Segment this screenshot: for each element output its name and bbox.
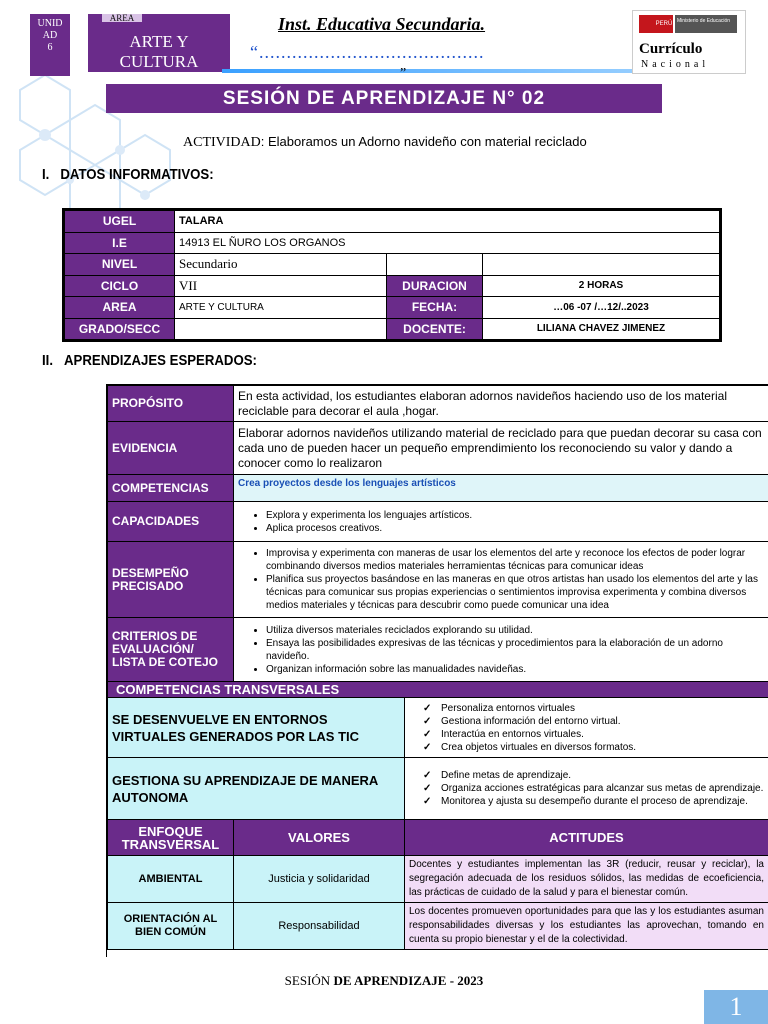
empty-cell	[483, 254, 720, 276]
table-row	[108, 422, 768, 475]
gestiona-competency-label: GESTIONA SU APRENDIZAJE DE MANERA AUTONOMA	[108, 758, 405, 820]
enfoque-actitud: Docentes y estudiantes implementan las 3R (reducir, reusar y reciclar), la segregación adecuada de los residuos sólidos, las medidas de ecoeficiencia, las prácticas de cuidado de la salud y para el bienestar común.	[405, 856, 768, 903]
competencias-text: Crea proyectos desde los lenguajes artísticos	[234, 475, 768, 502]
institution-title: Inst. Educativa Secundaria.	[278, 14, 486, 34]
actitudes-header: ACTITUDES	[405, 820, 768, 856]
table-row	[65, 211, 720, 233]
capacidades-cell	[234, 502, 768, 542]
table-row	[108, 758, 768, 820]
table-row	[108, 682, 768, 698]
docente-value: LILIANA CHAVEZ JIMENEZ	[483, 318, 720, 340]
table-row	[108, 856, 768, 903]
check-item: ✓ Monitorea y ajusta su desempeño durante el proceso de aprendizaje.	[423, 795, 764, 808]
enfoque-header: ENFOQUE TRANSVERSAL	[108, 820, 234, 856]
table-row	[108, 386, 768, 422]
table-row	[108, 542, 768, 618]
grado-label: GRADO/SECC	[65, 318, 175, 340]
fecha-value: …06 -07 /…12/..2023	[483, 297, 720, 319]
proposito-text: En esta actividad, los estudiantes elaboran adornos navideños haciendo uso de los material reciclable para decorar el aula ,hogar.	[234, 386, 768, 422]
activity-text: : Elaboramos un Adorno navideño con material reciclado	[260, 134, 587, 149]
check-item: ✓ Organiza acciones estratégicas para alcanzar sus metas de aprendizaje.	[423, 782, 764, 795]
logo-peru-label: PERÚ	[655, 15, 673, 33]
ie-label: I.E	[65, 232, 175, 254]
unit-badge	[30, 14, 70, 76]
area-value: ARTE Y CULTURA	[175, 297, 387, 319]
datos-informativos-table	[62, 208, 722, 342]
nivel-value: Secundario	[175, 254, 387, 276]
ugel-value: TALARA	[175, 211, 720, 233]
duracion-label: DURACION	[387, 275, 483, 297]
criterios-cell	[234, 618, 768, 682]
check-item: ✓ Crea objetos virtuales en diversos formatos.	[423, 741, 764, 754]
area-badge	[88, 14, 230, 72]
section-1-heading	[42, 166, 214, 183]
enfoque-name: AMBIENTAL	[108, 856, 234, 903]
area-name	[88, 32, 230, 72]
competencias-label: COMPETENCIAS	[108, 475, 234, 502]
capacidades-label: CAPACIDADES	[108, 502, 234, 542]
list-item: • Improvisa y experimenta con maneras de usar los elementos del arte y reconoce los efectos de poder lograr combinando diversos medios materiales herramientas técnicas para comunicar ideas	[266, 547, 764, 573]
section-number: I.	[42, 166, 50, 183]
curriculo-nacional-logo	[632, 10, 746, 74]
footer-bold: DE APRENDIZAJE - 2023	[333, 973, 484, 988]
proposito-label: PROPÓSITO	[108, 386, 234, 422]
footer-prefix: SESIÓN	[284, 973, 334, 988]
logo-title: Currículo	[639, 41, 703, 57]
section-2-heading	[42, 352, 257, 369]
area-label: AREA	[65, 297, 175, 319]
quote-placeholder: “.........................................	[250, 42, 485, 62]
area-line: CULTURA	[119, 52, 199, 71]
grado-value	[175, 318, 387, 340]
unit-line: UNID	[37, 18, 63, 29]
section-number: II.	[42, 352, 54, 369]
ciclo-label: CICLO	[65, 275, 175, 297]
activity-line	[183, 134, 587, 151]
table-row	[108, 903, 768, 950]
aprendizajes-table	[106, 384, 768, 957]
table-row	[108, 820, 768, 856]
list-item: • Aplica procesos creativos.	[266, 522, 764, 535]
header-divider	[222, 69, 660, 73]
ugel-label: UGEL	[65, 211, 175, 233]
table-row	[65, 297, 720, 319]
page-footer	[0, 973, 768, 989]
section-title: APRENDIZAJES ESPERADOS:	[64, 352, 257, 369]
list-item: • Organizan información sobre las manualidades navideñas.	[266, 663, 764, 676]
tic-items-cell	[405, 698, 768, 758]
page-number: 1	[704, 990, 768, 1024]
enfoque-valor: Justicia y solidaridad	[234, 856, 405, 903]
desempeno-cell	[234, 542, 768, 618]
unit-line: AD	[42, 30, 58, 41]
table-row	[65, 275, 720, 297]
check-item: ✓ Personaliza entornos virtuales	[423, 702, 764, 715]
table-row	[108, 618, 768, 682]
evidencia-label: EVIDENCIA	[108, 422, 234, 475]
tic-competency-label: SE DESENVUELVE EN ENTORNOS VIRTUALES GENERADOS POR LAS TIC	[108, 698, 405, 758]
ie-value: 14913 EL ÑURO LOS ORGANOS	[175, 232, 720, 254]
criterios-label: CRITERIOS DE EVALUACIÓN/ LISTA DE COTEJO	[108, 618, 234, 682]
section-title: DATOS INFORMATIVOS:	[60, 166, 214, 183]
enfoque-valor: Responsabilidad	[234, 903, 405, 950]
table-row	[65, 318, 720, 340]
duracion-value: 2 HORAS	[483, 275, 720, 297]
enfoque-name: ORIENTACIÓN AL BIEN COMÚN	[108, 903, 234, 950]
evidencia-text: Elaborar adornos navideños utilizando material de reciclado para que puedan decorar su casa con cada uno de pueden hacer un pequeño emprendimiento los reconociendo su valor y dando a conocer como lo realizaron	[234, 422, 768, 475]
competencias-transversales-heading: COMPETENCIAS TRANSVERSALES	[108, 682, 768, 698]
table-row	[65, 254, 720, 276]
list-item: • Utiliza diversos materiales reciclados explorando su utilidad.	[266, 624, 764, 637]
unit-line: 6	[47, 42, 53, 53]
session-title: SESIÓN DE APRENDIZAJE N° 02	[106, 84, 662, 113]
list-item: • Explora y experimenta los lenguajes artísticos.	[266, 509, 764, 522]
docente-label: DOCENTE:	[387, 318, 483, 340]
empty-cell	[387, 254, 483, 276]
ciclo-value: VII	[175, 275, 387, 297]
table-row	[108, 698, 768, 758]
peru-seal-icon	[639, 15, 655, 33]
list-item: • Planifica sus proyectos basándose en las maneras en que otros artistas han usado los elementos del arte y las técnicas para comunicar sus propias experiencias o sentimientos improvisa experimenta y combina diversos medios materiales y técnicas para descubrir como puede comunicar una idea	[266, 573, 764, 612]
check-item: ✓ Gestiona información del entorno virtual.	[423, 715, 764, 728]
enfoque-actitud: Los docentes promueven oportunidades para que las y los estudiantes asuman responsabilidades diversas y los estudiantes las aprovechan, tomando en cuenta su propio bienestar y el de la colectividad.	[405, 903, 768, 950]
area-small-label: AREA	[102, 14, 142, 22]
quote-close: ”	[400, 66, 407, 81]
desempeno-label: DESEMPEÑO PRECISADO	[108, 542, 234, 618]
logo-ministry-label: Ministerio de Educación	[675, 15, 737, 33]
logo-subtitle: Nacional	[641, 59, 710, 70]
table-row	[65, 232, 720, 254]
gestiona-items-cell	[405, 758, 768, 820]
check-item: ✓ Interactúa en entornos virtuales.	[423, 728, 764, 741]
table-row	[108, 502, 768, 542]
activity-label: ACTIVIDAD	[183, 135, 261, 150]
check-item: ✓ Define metas de aprendizaje.	[423, 769, 764, 782]
area-line: ARTE Y	[129, 32, 189, 51]
list-item: • Ensaya las posibilidades expresivas de las técnicas y procedimientos para la elaboración de un adorno navideño.	[266, 637, 764, 663]
table-row	[108, 475, 768, 502]
valores-header: VALORES	[234, 820, 405, 856]
nivel-label: NIVEL	[65, 254, 175, 276]
fecha-label: FECHA:	[387, 297, 483, 319]
